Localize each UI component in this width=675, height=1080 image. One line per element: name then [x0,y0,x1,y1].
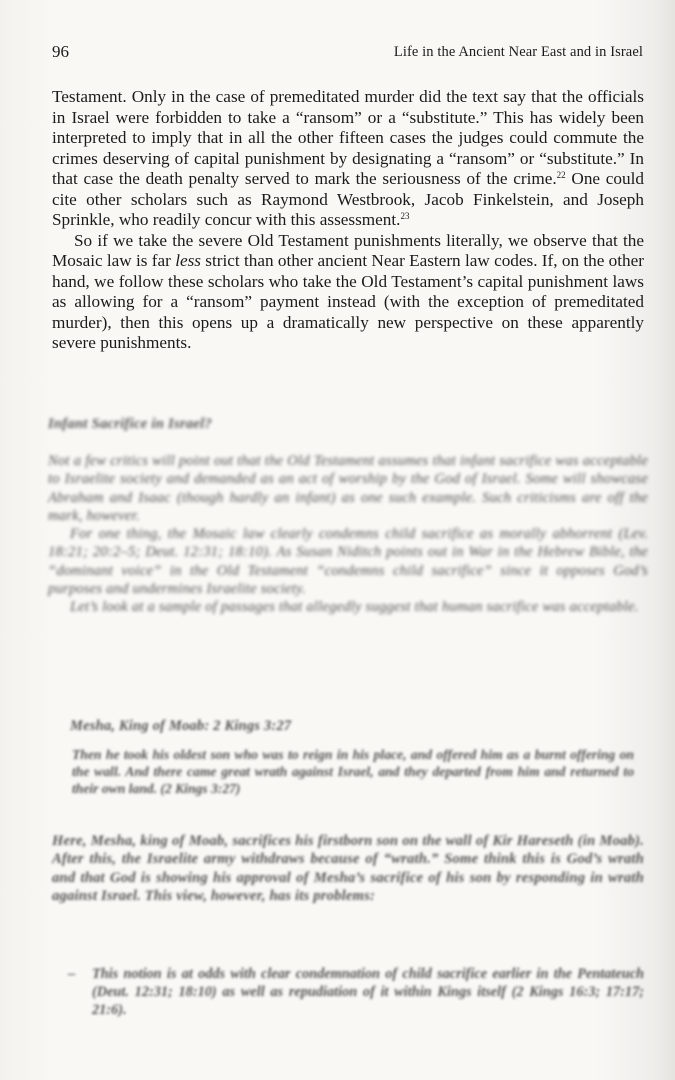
paragraph-1-part-b: One could cite other scholars such as Raymond Westbrook, Jacob Finkelstein, and Joseph Sprinkle, who readily concur with this assessment. [52,169,644,229]
bullet-text: This notion is at odds with clear condemnation of child sacrifice earlier in the Pentateuch (Deut. 12:31; 18:10) as well as repudiation of it within Kings itself (2 Kings 16:3; 17:17; 21:6). [92,966,644,1018]
bullet-list [52,965,644,1019]
block-quote [52,746,644,797]
subsection-heading-text: Mesha, King of Moab: 2 Kings 3:27 [70,718,292,734]
page-header [52,42,643,66]
block-quote-text: Then he took his oldest son who was to reign in his place, and offered him as a burnt offering on the wall. And there came great wrath against Israel, and they departed from him and returned to their own land. (2 Kings 3:27) [72,747,634,796]
footnote-ref-23: 23 [400,211,410,221]
running-head: Life in the Ancient Near East and in Israel [393,44,643,60]
paragraph-2-part-b: strict than other ancient Near Eastern law codes. If, on the other hand, we follow these scholars who take the Old Testament’s capital punishment laws as allowing for a “ransom” payment instead (with the exception of premeditated murder), then this opens up a dramatically new perspective on these apparently severe punishments. [52,251,644,352]
footnote-ref-22: 22 [556,170,566,180]
subsection-heading [70,718,640,735]
bullet-dash: – [68,966,76,982]
emphasis-less: less [175,251,201,270]
paragraph-1-part-a: Testament. Only in the case of premeditated murder did the text say that the officials in Israel were forbidden to take a “ransom” or a “substitute.” This has widely been interpreted to imply that in all the other fifteen cases the judges could commute the crimes deserving of capital punishment by designating a “ransom” or “substitute.” In that case the death penalty served to mark the seriousness of the crime. [52,87,644,188]
paragraph-1 [52,87,644,231]
section-body [48,452,648,617]
paragraph-2-part-a: So if we take the severe Old Testament punishments literally, we observe that the Mosaic law is far [52,230,644,270]
section-paragraph-1: Not a few critics will point out that the Old Testament assumes that infant sacrifice was acceptable to Israelite society and demanded as an act of worship by the God of Israel. Some will showcase Abraham and Isaac (though hardly an infant) as one such example. Such criticisms are off the mark, however. [48,453,648,524]
section-heading [48,416,648,433]
body-text [52,87,644,354]
bullet-item [52,965,644,1019]
commentary [52,832,644,905]
page-number: 96 [52,42,69,61]
section-paragraph-2: For one thing, the Mosaic law clearly condemns child sacrifice as morally abhorrent (Lev. 18:21; 20:2–5; Deut. 12:31; 18:10). As Susan Niditch points out in War in the Hebrew Bible, the “dominant voice” in the Old Testament “condemns child sacrifice” since it opposes God’s purposes and undermines Israelite society. [48,526,648,598]
paragraph-2 [52,231,644,354]
commentary-paragraph: Here, Mesha, king of Moab, sacrifices his firstborn son on the wall of Kir Hareseth (in Moab). After this, the Israelite army withdraws because of “wrath.” Some think this is God’s wrath and that God is showing his approval of Mesha’s sacrifice of his son by responding in wrath against Israel. This view, however, has its problems: [52,833,644,904]
section-paragraph-3: Let’s look at a sample of passages that allegedly suggest that human sacrifice was acceptable. [70,599,639,616]
section-heading-text: Infant Sacrifice in Israel? [48,416,212,432]
